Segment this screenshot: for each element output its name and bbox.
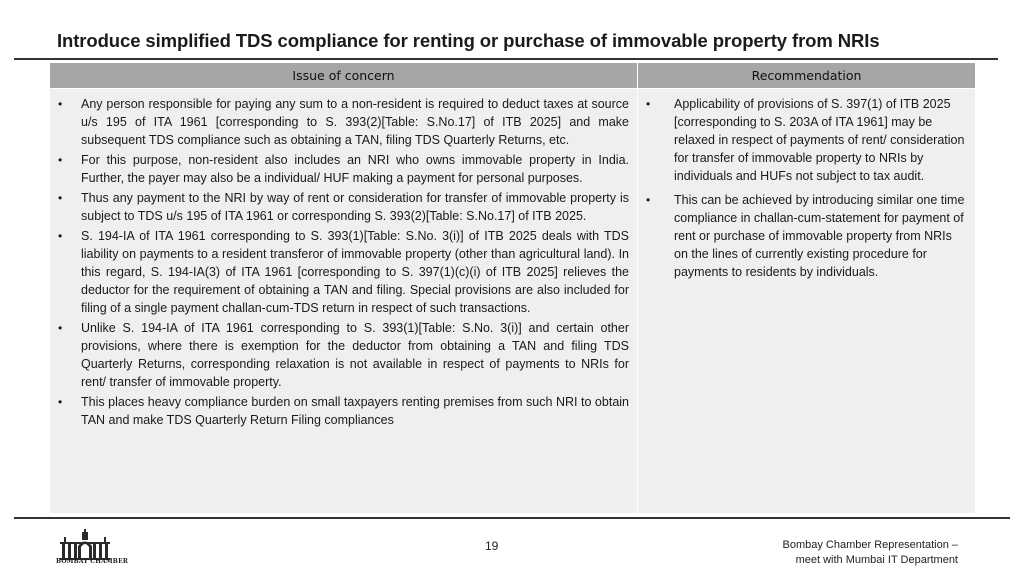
bottom-divider <box>14 517 1010 519</box>
issue-item: • Unlike S. 194-IA of ITA 1961 corresponding to S. 393(1)[Table: S.No. 3(i)] and certain other provisions, where there is exemption for the deductor from obtaining a TAN and filing TDS Quarterly Returns, corresponding relaxation is not available in respect of payments to NRIs for rent/ transfer of immovable property. <box>50 319 629 391</box>
issue-item: • S. 194-IA of ITA 1961 corresponding to S. 393(1)[Table: S.No. 3(i)] of ITB 2025 deals with TDS liability on payments to a resident transferor of immovable property (other than agricultural land). In this regard, S. 194-IA(3) of ITA 1961 [corresponding to S. 397(1)(c)(i) of ITB 2025] relieves the deductor for the requirement of obtaining a TAN and filing. Special provisions are also included for filing of a single payment challan-cum-TDS return in respect of such transactions. <box>50 227 629 317</box>
page-number: 19 <box>485 539 499 553</box>
footer-note <box>783 538 958 568</box>
concern-recommendation-table <box>50 63 975 513</box>
logo-text: BOMBAY CHAMBER <box>56 558 129 565</box>
recommendation-item: • Applicability of provisions of S. 397(1) of ITB 2025 [corresponding to S. 203A of ITA 1961] may be relaxed in respect of payments of rent/ consideration for transfer of immovable property to NRIs by individuals and HUFs not subject to tax audit. <box>638 95 967 185</box>
issues-cell <box>50 89 637 513</box>
issue-item: • For this purpose, non-resident also includes an NRI who owns immovable property in India. Further, the payer may also be a individual/ HUF making a payment for personal purposes. <box>50 151 629 187</box>
issues-list <box>50 95 629 429</box>
footer-note-line1: Bombay Chamber Representation – <box>782 539 958 551</box>
recommendations-list <box>638 95 967 281</box>
issue-item: • Thus any payment to the NRI by way of rent or consideration for transfer of immovable property is subject to TDS u/s 195 of ITA 1961 or corresponding S. 393(2)[Table: S.No.17] of ITB 2025. <box>50 189 629 225</box>
header-issue: Issue of concern <box>50 63 637 88</box>
top-divider <box>14 58 998 60</box>
recommendations-cell <box>638 89 975 513</box>
header-recommendation: Recommendation <box>638 63 975 88</box>
recommendation-item: • This can be achieved by introducing similar one time compliance in challan-cum-statement for payment of rent or purchase of immovable property from NRIs on the lines of currently existing procedure for payments to residents by individuals. <box>638 191 967 281</box>
issue-item: • Any person responsible for paying any sum to a non-resident is required to deduct taxes at source u/s 195 of ITA 1961 [corresponding to S. 393(2)[Table: S.No.17] of ITB 2025] and make subsequent TDS compliance such as obtaining a TAN, filing TDS Quarterly Returns, etc. <box>50 95 629 149</box>
issue-item: • This places heavy compliance burden on small taxpayers renting premises from such NRI to obtain TAN and make TDS Quarterly Return Filing compliances <box>50 393 629 429</box>
slide-title: Introduce simplified TDS compliance for renting or purchase of immovable property from NRIs <box>57 30 880 51</box>
footer-note-line2: meet with Mumbai IT Department <box>795 554 958 566</box>
